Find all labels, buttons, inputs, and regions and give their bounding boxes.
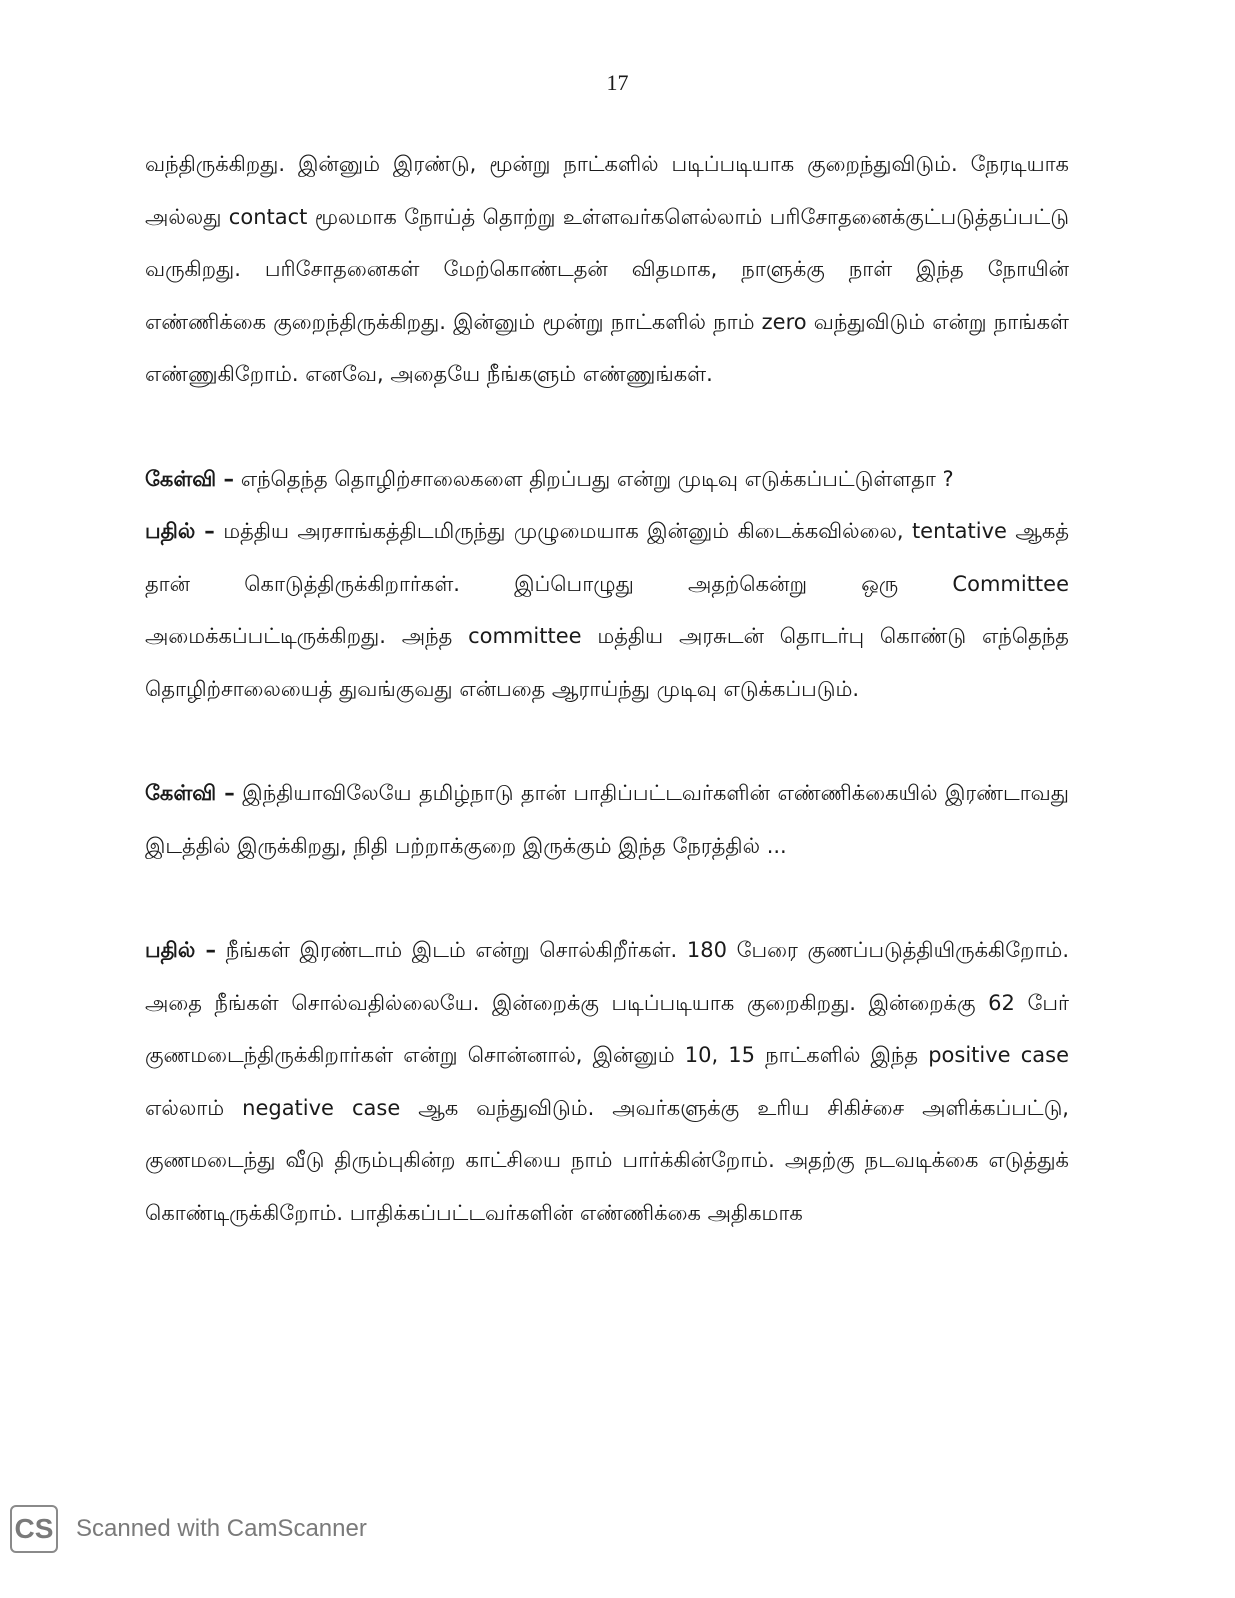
answer-1 <box>145 505 1069 715</box>
answer-text: நீங்கள் இரண்டாம் இடம் என்று சொல்கிறீர்கள். 180 பேரை குணப்படுத்தியிருக்கிறோம். அதை நீங்கள் சொல்வதில்லையே. இன்றைக்கு படிப்படியாக குறைகிறது. இன்றைக்கு 62 பேர் குணமடைந்திருக்கிறார்கள் என்று சொன்னால், இன்னும் 10, 15 நாட்களில் இந்த positive case எல்லாம் negative case ஆக வந்துவிடும். அவர்களுக்கு உரிய சிகிச்சை அளிக்கப்பட்டு, குணமடைந்து வீடு திரும்புகின்ற காட்சியை நாம் பார்க்கின்றோம். அதற்கு நடவடிக்கை எடுத்துக் கொண்டிருக்கிறோம். பாதிக்கப்பட்டவர்களின் எண்ணிக்கை அதிகமாக <box>145 938 1070 1225</box>
camscanner-logo-icon: CS <box>10 1505 58 1553</box>
answer-label: பதில் – <box>145 519 215 543</box>
question-2 <box>145 767 1069 872</box>
question-1 <box>145 453 1069 506</box>
question-label: கேள்வி – <box>145 466 234 491</box>
answer-label: பதில் – <box>145 938 217 962</box>
scanner-watermark <box>10 1503 367 1555</box>
question-text: எந்தெந்த தொழிற்சாலைகளை திறப்பது என்று முடிவு எடுக்கப்பட்டுள்ளதா ? <box>240 466 954 491</box>
document-body <box>145 138 1069 1239</box>
answer-2 <box>145 924 1069 1239</box>
answer-text: மத்திய அரசாங்கத்திடமிருந்து முழுமையாக இன்னும் கிடைக்கவில்லை, tentative ஆகத் தான் கொடுத்திருக்கிறார்கள். இப்பொழுது அதற்கென்று ஒரு Committee அமைக்கப்பட்டிருக்கிறது. அந்த committee மத்திய அரசுடன் தொடர்பு கொண்டு எந்தெந்த தொழிற்சாலையைத் துவங்குவது என்பதை ஆராய்ந்து முடிவு எடுக்கப்படும். <box>145 519 1070 701</box>
question-label: கேள்வி – <box>145 781 235 805</box>
watermark-text: Scanned with CamScanner <box>76 1515 367 1542</box>
paragraph-intro: வந்திருக்கிறது. இன்னும் இரண்டு, மூன்று நாட்களில் படிப்படியாக குறைந்துவிடும். நேரடியாக அல்லது contact மூலமாக நோய்த் தொற்று உள்ளவர்களெல்லாம் பரிசோதனைக்குட்படுத்தப்பட்டு வருகிறது. பரிசோதனைகள் மேற்கொண்டதன் விதமாக, நாளுக்கு நாள் இந்த நோயின் எண்ணிக்கை குறைந்திருக்கிறது. இன்னும் மூன்று நாட்களில் நாம் zero வந்துவிடும் என்று நாங்கள் எண்ணுகிறோம். எனவே, அதையே நீங்களும் எண்ணுங்கள். <box>145 152 1069 386</box>
question-text: இந்தியாவிலேயே தமிழ்நாடு தான் பாதிப்பட்டவர்களின் எண்ணிக்கையில் இரண்டாவது இடத்தில் இருக்கிறது, நிதி பற்றாக்குறை இருக்கும் இந்த நேரத்தில் ... <box>145 781 1069 858</box>
page-number: 17 <box>606 70 629 95</box>
